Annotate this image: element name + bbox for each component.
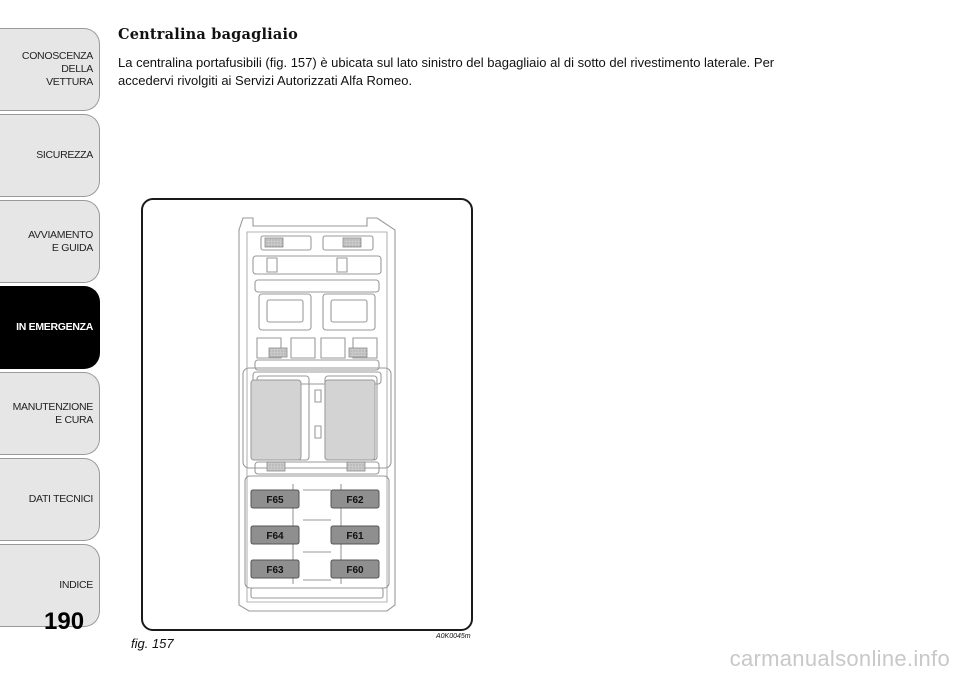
watermark: carmanualsonline.info bbox=[729, 646, 950, 671]
fuse-f63-label: F63 bbox=[266, 565, 284, 576]
fuse-box-figure bbox=[141, 198, 473, 631]
figure-code: A0K0045m bbox=[436, 633, 471, 640]
fuse-f64-label: F64 bbox=[266, 531, 284, 542]
fuse-box-diagram bbox=[143, 200, 475, 633]
tab-dati-tecnici[interactable]: DATI TECNICI bbox=[0, 458, 100, 541]
tab-indice[interactable]: INDICE bbox=[0, 544, 100, 627]
fuse-f64 bbox=[251, 526, 299, 544]
fuse-f61-label: F61 bbox=[346, 531, 364, 542]
figure-caption: fig. 157 bbox=[131, 636, 174, 651]
fuse-f65 bbox=[251, 490, 299, 508]
fuse-f65-label: F65 bbox=[266, 495, 284, 506]
fuse-f62 bbox=[331, 490, 379, 508]
fuse-f61 bbox=[331, 526, 379, 544]
tab-sicurezza[interactable]: SICUREZZA bbox=[0, 114, 100, 197]
relay-right bbox=[325, 380, 375, 460]
fuse-f60-label: F60 bbox=[346, 565, 364, 576]
section-body: La centralina portafusibili (fig. 157) è ubicata sul lato sinistro del bagagliaio al di sotto del rivestimento laterale. Per accedervi rivolgiti ai Servizi Autorizzati Alfa Romeo. bbox=[118, 55, 775, 88]
fuse-f63 bbox=[251, 560, 299, 578]
tab-in-emergenza[interactable]: IN EMERGENZA bbox=[0, 286, 100, 369]
tab-avviamento-e-guida[interactable]: AVVIAMENTO E GUIDA bbox=[0, 200, 100, 283]
fuse-f62-label: F62 bbox=[346, 495, 364, 506]
fuse-f60 bbox=[331, 560, 379, 578]
page-number: 190 bbox=[44, 608, 85, 635]
section-heading: Centralina bagagliaio bbox=[118, 26, 299, 43]
tab-manutenzione-e-cura[interactable]: MANUTENZIONE E CURA bbox=[0, 372, 100, 455]
relay-left bbox=[251, 380, 301, 460]
tab-conoscenza-della-vettura[interactable]: CONOSCENZA DELLA VETTURA bbox=[0, 28, 100, 111]
